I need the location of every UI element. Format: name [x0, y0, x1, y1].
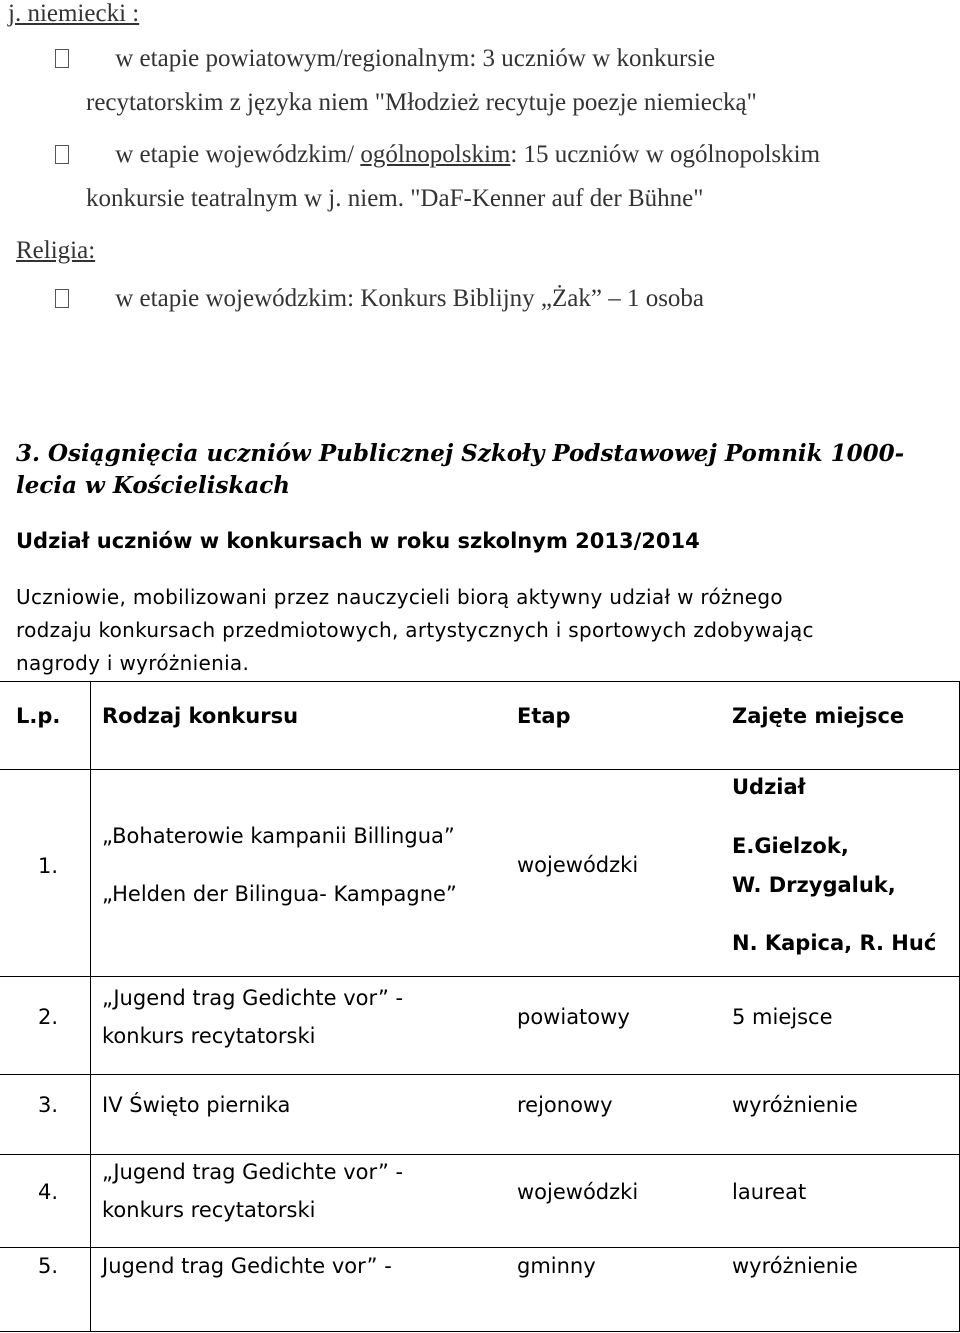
header-lp: L.p. — [16, 704, 61, 728]
header-rodzaj: Rodzaj konkursu — [102, 704, 299, 728]
section-label-niemiecki: j. niemiecki : — [8, 0, 140, 27]
table-row-5-rodzaj: Jugend trag Gedichte vor” - — [102, 1254, 392, 1278]
paragraph-line-3: nagrody i wyróżnienia. — [16, 651, 250, 675]
table-row-4-lp: 4. — [38, 1180, 59, 1204]
list-item-2-line2: konkursie teatralnym w j. niem. "DaF-Kenner auf der Bühne" — [86, 185, 704, 212]
section-heading-line2: lecia w Kościeliskach — [16, 472, 290, 499]
table-row-4-rodzaj-line1: „Jugend trag Gedichte vor” - — [102, 1160, 404, 1184]
table-row-4-rodzaj-line2: konkurs recytatorski — [102, 1198, 316, 1222]
table-row-1-miejsce-line1: Udział — [732, 775, 806, 799]
religia-item-text: w etapie wojewódzkim: Konkurs Biblijny „Żak” – 1 osoba — [115, 285, 705, 312]
paragraph-line-1: Uczniowie, mobilizowani przez nauczycieli biorą aktywny udział w różnego — [16, 585, 783, 609]
list-item-1-line2: recytatorskim z języka niem "Młodzież recytuje poezje niemiecką" — [86, 89, 757, 116]
list-item-text-a: w etapie wojewódzkim/ — [115, 141, 361, 168]
religia-label: Religia: — [16, 237, 96, 264]
table-row-5-etap: gminny — [517, 1254, 596, 1278]
list-item-text-c: : 15 uczniów w ogólnopolskim — [510, 141, 821, 168]
table-row-3-lp: 3. — [38, 1093, 59, 1117]
table-row-1-lp: 1. — [38, 854, 59, 878]
table-row-3-miejsce: wyróżnienie — [732, 1093, 858, 1117]
table-row-1-miejsce-line3: W. Drzygaluk, — [732, 873, 896, 897]
section-subheading: Udział uczniów w konkursach w roku szkolnym 2013/2014 — [16, 529, 700, 553]
table-row-4-miejsce: laureat — [732, 1180, 807, 1204]
table-border — [0, 1247, 960, 1248]
header-etap: Etap — [517, 704, 571, 728]
table-row-2-miejsce: 5 miejsce — [732, 1005, 833, 1029]
competitions-table — [0, 681, 960, 1333]
table-row-1-etap: wojewódzki — [517, 853, 639, 877]
section-heading-line1: 3. Osiągnięcia uczniów Publicznej Szkoły Podstawowej Pomnik 1000- — [16, 440, 905, 467]
paragraph-line-2: rodzaju konkursach przedmiotowych, artystycznych i sportowych zdobywając — [16, 618, 814, 642]
table-row-1-miejsce-line2: E.Gielzok, — [732, 834, 849, 858]
table-row-5-miejsce: wyróżnienie — [732, 1254, 858, 1278]
table-border — [90, 681, 91, 1332]
table-row-2-lp: 2. — [38, 1005, 59, 1029]
list-item-text: w etapie powiatowym/regionalnym: 3 uczniów w konkursie — [115, 45, 716, 72]
table-row-1-rodzaj-line2: „Helden der Bilingua- Kampagne” — [102, 882, 457, 906]
table-row-2-etap: powiatowy — [517, 1005, 630, 1029]
table-row-3-etap: rejonowy — [517, 1093, 613, 1117]
list-item-1-line1 — [55, 45, 715, 73]
table-row-2-rodzaj-line1: „Jugend trag Gedichte vor” - — [102, 986, 404, 1010]
table-border — [0, 1074, 960, 1075]
table-row-4-etap: wojewódzki — [517, 1180, 639, 1204]
list-item-2-line1 — [55, 141, 820, 169]
list-item-text-underlined: ogólnopolskim — [360, 141, 511, 168]
checkbox-icon — [55, 145, 69, 164]
religia-item — [55, 285, 704, 313]
table-row-2-rodzaj-line2: konkurs recytatorski — [102, 1024, 316, 1048]
table-row-3-rodzaj: IV Święto piernika — [102, 1093, 291, 1117]
table-border — [0, 1154, 960, 1155]
header-miejsce: Zajęte miejsce — [732, 704, 905, 728]
table-border — [0, 769, 960, 770]
checkbox-icon — [55, 49, 69, 68]
table-border — [0, 681, 960, 682]
table-row-1-miejsce-line4: N. Kapica, R. Huć — [732, 931, 937, 955]
table-border — [0, 976, 960, 977]
table-row-5-lp: 5. — [38, 1254, 59, 1278]
table-row-1-rodzaj-line1: „Bohaterowie kampanii Billingua” — [102, 824, 455, 848]
checkbox-icon — [55, 289, 69, 308]
